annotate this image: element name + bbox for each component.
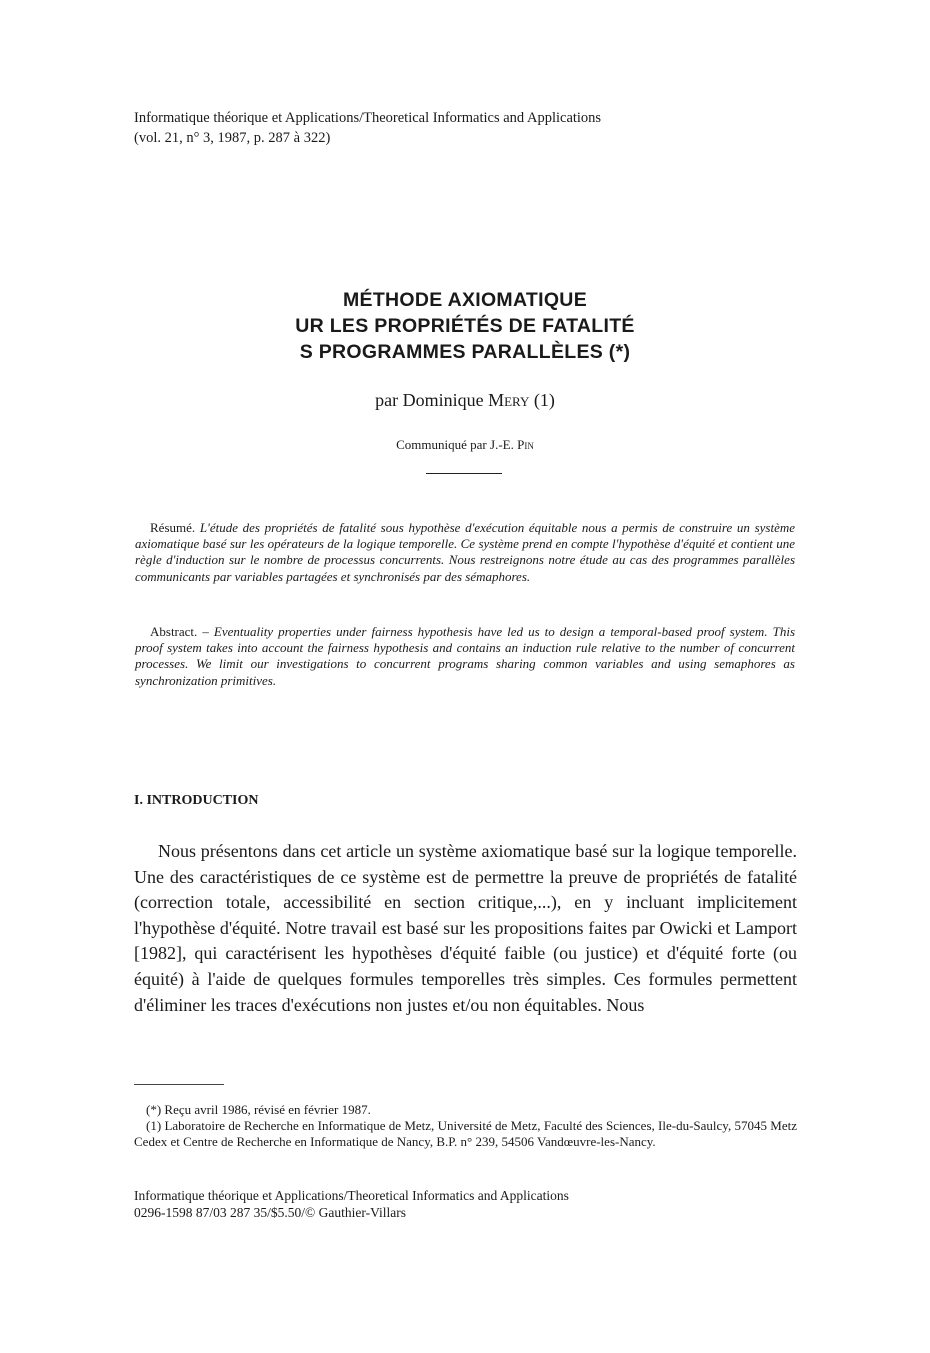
- footnote-received: (*) Reçu avril 1986, révisé en février 1987.: [146, 1102, 371, 1117]
- title-line-3: S PROGRAMMES PARALLÈLES (*): [299, 341, 631, 363]
- title-line-1: MÉTHODE AXIOMATIQUE: [342, 289, 588, 311]
- author-note-mark: (1): [533, 390, 555, 410]
- abstract-block: [135, 624, 795, 689]
- paper-title: [280, 287, 650, 365]
- communicated-by: [0, 437, 930, 453]
- page-footer: [134, 1187, 569, 1221]
- footnote-divider: [134, 1084, 224, 1085]
- footer-issn: 0296-1598 87/03 287 35/$5.50/© Gauthier-Villars: [134, 1205, 407, 1220]
- intro-paragraph: Nous présentons dans cet article un système axiomatique basé sur la logique temporelle. Une des caractéristiques de ce système est de permettre la preuve de propriétés de fatalité (correction totale, accessibilité en section critique,...), en y incluant implicitement l'hypothèse d'équité. Notre travail est basé sur les propositions faites par Owicki et Lamport [1982], qui caractérisent les hypothèses d'équité faible (ou justice) et d'équité forte (ou équité) à l'aide de quelques formules temporelles très simples. Ces formules permettent d'éliminer les traces d'exécutions non justes et/ou non équitables. Nous: [134, 841, 797, 1015]
- title-divider: [426, 473, 502, 474]
- author-line: [0, 390, 930, 411]
- abstract-text: Eventuality properties under fairness hypothesis have led us to design a temporal-based proof system. This proof system takes into account the fairness hypothesis and contains an induction rule relative to the number of concurrent processes. We limit our investigations to concurrent programs sharing common variables and using semaphores as synchronization primitives.: [135, 624, 796, 688]
- author-surname: Mery: [488, 390, 530, 410]
- communicated-name: Pin: [517, 437, 534, 452]
- author-prefix: par Dominique: [375, 390, 484, 410]
- title-line-2: UR LES PROPRIÉTÉS DE FATALITÉ: [295, 315, 635, 337]
- volume-info: (vol. 21, n° 3, 1987, p. 287 à 322): [134, 130, 331, 146]
- journal-header: [134, 108, 601, 148]
- journal-name: Informatique théorique et Applications/Theoretical Informatics and Applications: [134, 110, 602, 126]
- footer-journal: Informatique théorique et Applications/Theoretical Informatics and Applications: [134, 1188, 569, 1203]
- resume-block: [135, 520, 795, 585]
- section-heading: I. INTRODUCTION: [134, 793, 259, 808]
- resume-label: Résumé.: [150, 520, 196, 535]
- communicated-prefix: Communiqué par J.-E.: [396, 437, 514, 452]
- abstract-label: Abstract. –: [150, 624, 209, 639]
- resume-text: L'étude des propriétés de fatalité sous hypothèse d'exécution équitable nous a permis de construire un système axiomatique basé sur les opérateurs de la logique temporelle. Ce système prend en compte l'hypothèse d'équité et contient une règle d'induction sur le nombre de processus concurrents. Nous restreignons notre étude au cas des programmes parallèles communicants par variables partagées et synchronisés par des sémaphores.: [135, 520, 795, 584]
- footnote-affiliation: (1) Laboratoire de Recherche en Informatique de Metz, Université de Metz, Faculté des Sciences, Ile-du-Saulcy, 57045 Metz Cedex et Centre de Recherche en Informatique de Nancy, B.P. n° 239, 54506 Vandœuvre-les-Nancy.: [134, 1118, 797, 1149]
